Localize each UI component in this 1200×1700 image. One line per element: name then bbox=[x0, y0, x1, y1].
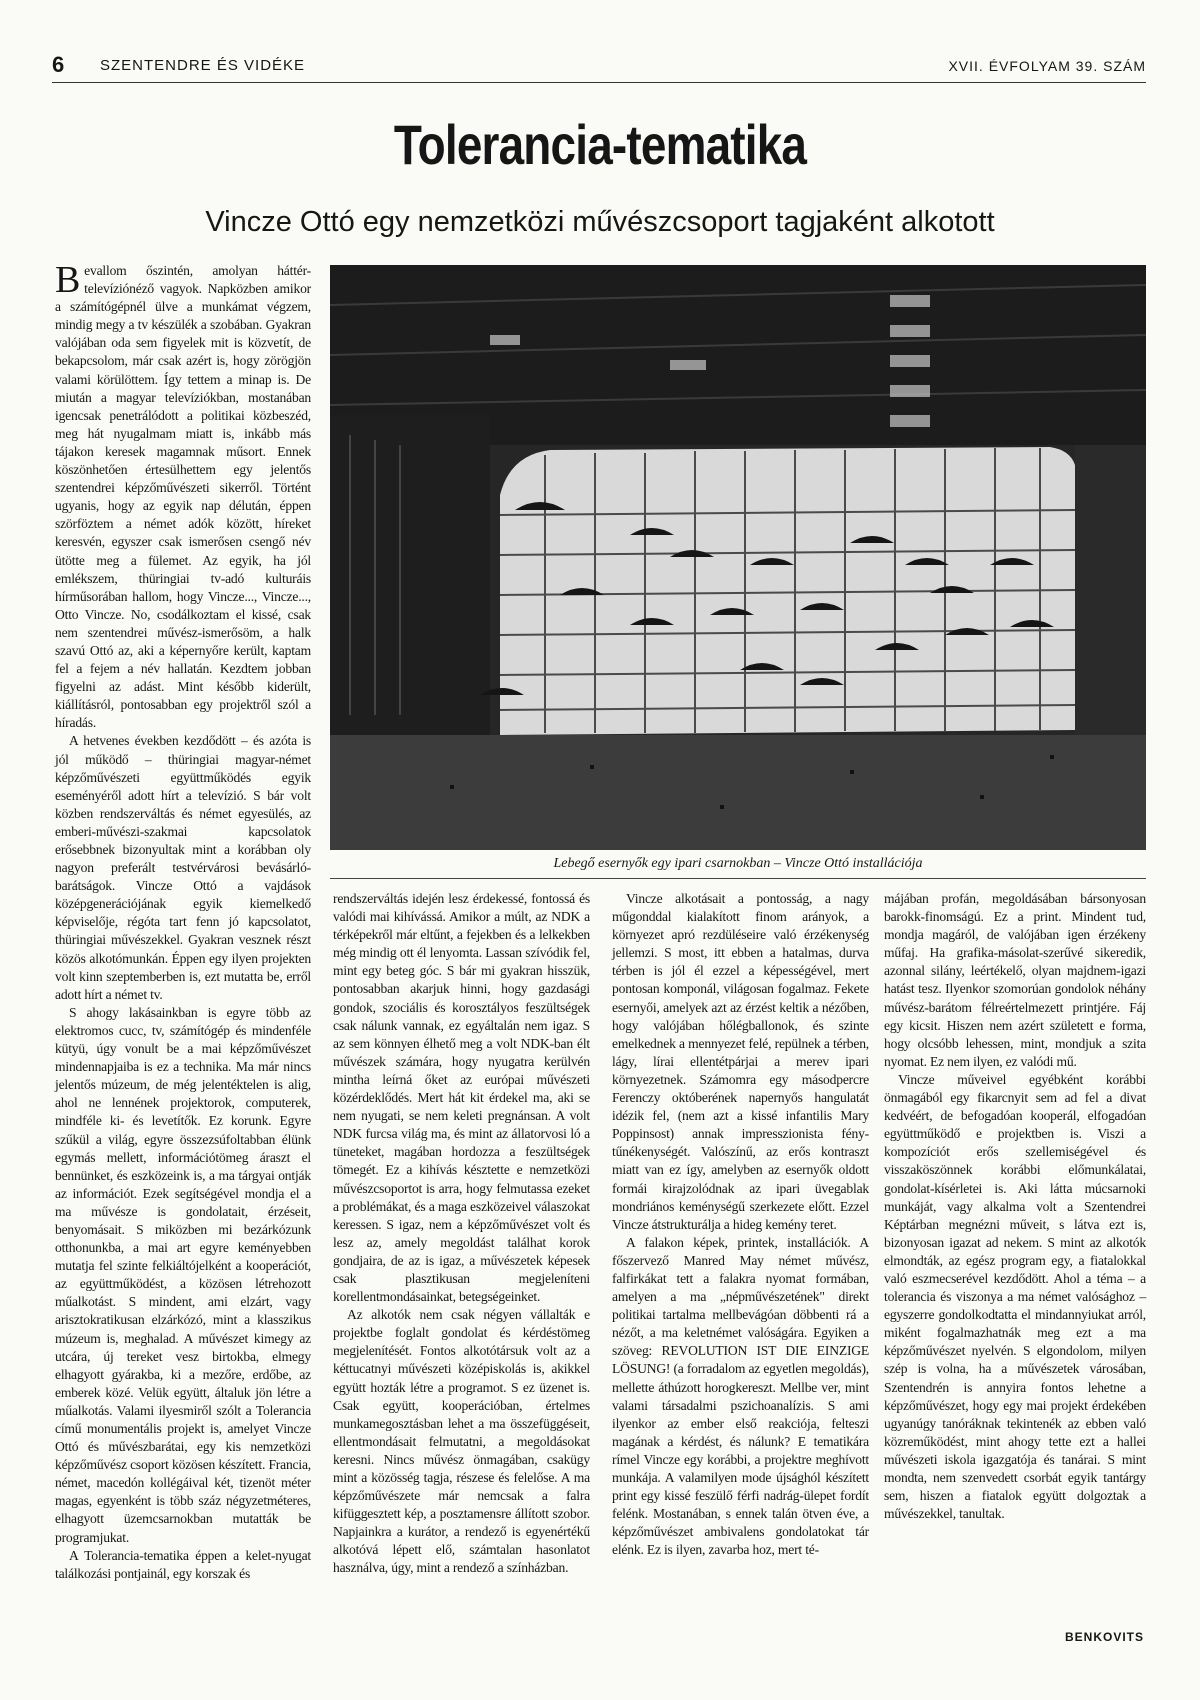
paragraph: májában profán, megoldásában bársonyosan barokk-finomságú. Ez a print. Mindent tud, mondja magáról, de valójában igen érzékeny műfaj. Ha grafika-másolat-szerűvé sikeredik, azonnal silány, leértékelő, olyan majdnem-igazi hatást tesz. Ilyenkor szomorúan gondolok néhány művész-barátom félreértelmezett printjére. Fáj egy kicsit. Hiszen nem azért született e forma, hogy olcsóbb lehessen, mint, mondjuk a szita nyomat. Ez nem ilyen, ez valódi mű. bbox=[884, 891, 1146, 1069]
header-rule bbox=[52, 82, 1146, 83]
paragraph: A falakon képek, printek, installációk. A főszervező Manred May német művész, falfirkákat tett a falakra nyomat formában, amelyen a ma „népművészetének" direkt politikai tartalma mellbevágóan döbbenti rá a nézőt, a ma keletnémet valóságára. Egyiken a szöveg: REVOLUTION IST DIE EINZIGE LÖSUNG! (a forradalom az egyetlen megoldás), mellette áthúzott horogkereszt. Mellbe ver, mint valami társadalmi pszichoanalízis. S ami ilyenkor az ember első reakciója, felteszi magának a kérdést, és nálunk? E tematikára rímel Vincze egy korábbi, a projektre meghívott munkája. A valamilyen mode újsághól készített print egy kissé feszülő férfi nadrág-ülepet fordít felénk. Mostanában, s ennek talán ötven éve, a képzőművészet ambivalens gondolatokat tár elénk. Ez is ilyen, zavarba hoz, mert té- bbox=[612, 1234, 869, 1558]
article-title: Tolerancia-tematika bbox=[393, 113, 807, 176]
column-1 bbox=[55, 259, 311, 1583]
page-number: 6 bbox=[52, 52, 66, 77]
paragraph: A hetvenes években kezdődött – és azóta is jól működő – thüringiai magyar-német képzőművészeti együttműködés egyik eseményéről adott hírt a televízió. S bár volt közben rendszerváltás és német egyesülés, az emberi-művészi-szakmai kapcsolatok erősebbnek bizonyultak mint a korábban oly nagyon preferált testvérvárosi bevásárló-barátságok. Vincze Ottó a vajdások középgenerációjának egyik kiemelkedő képviselője, régóta tart fenn jó kapcsolatot, thüringiai művészekkel. Gyakran vesznek részt közös alkotómunkán. Éppen egy ilyen projekten volt kinn szeptemberben is, ezt mutatta be, erről adott hírt a német tv. bbox=[55, 733, 311, 1002]
column-3 bbox=[612, 890, 869, 1559]
issue-info: XVII. ÉVFOLYAM 39. SZÁM bbox=[948, 58, 1146, 74]
paragraph: Az alkotók nem csak négyen vállalták e projektbe foglalt gondolat és kérdéstömeg megjelenítését. Fontos alkotótársuk volt az a kéttucatnyi művészeti középiskolás is, akikkel együtt hozták létre a programot. S ez üzenet is. Csak együtt, kooperációban, értelmes munkamegosztásban lehet a ma összefüggéseit, ellentmondásait felmutatni, a megoldásokat keresni. Nincs művész önmagában, csakügy mint a közösség tagja, részese és felelőse. A ma képzőművészete már nemcsak a falra kifüggesztett kép, a posztamensre állított szobor. Napjainkra a kurátor, a rendező is egyenértékű alkotóvá lépett elő, számtalan hasonlatot használva, úgy, mint a rendező a színházban. bbox=[333, 1307, 590, 1576]
paragraph: A Tolerancia-tematika éppen a kelet-nyugat találkozási pontjainál, egy korszak és bbox=[55, 1547, 311, 1581]
publication-name: SZENTENDRE ÉS VIDÉKE bbox=[100, 57, 306, 74]
paragraph: Vincze alkotásait a pontosság, a nagy műgonddal kialakított finom arányok, a környezet apró rezdüléseire való érzékenység jellemzi. S most, itt ebben a hatalmas, durva térben is jól él ezzel a képességével, mert pontosan komponál, világosan fogalmaz. Fekete esernyői, amelyek azt az érzést keltik a nézőben, hogy valójában hőlégballonok, és szinte emelkednek a mennyezet felé, repülnek a térben, lágy, lírai ellentétpárjai a merev ipari környezetnek. Számomra egy másodpercre Ferenczy októberének napernyős hangulatát idézik fel, (nem azt a kissé infantilis Mary Poppinsost) annak impresszionista fény-tűnékenységét. Valószínű, az erős kontraszt miatt van ez így, amelyben az esernyők oldott formái kirajzolódnak az ipari üvegablak mondriános keménységű szerkezete előtt. Ezzel Vincze átstrukturálja a hideg kemény teret. bbox=[612, 891, 869, 1232]
paragraph: S ahogy lakásainkban is egyre több az elektromos cucc, tv, számítógép és mindenféle kütyü, úgy vonult be a mai képzőművészet mindennapjaiba is ez a technika. Ma már nincs jelentős múzeum, de még jelentéktelen is alig, ahol ne lennének projektorok, computerek, mindféle ki- és levetítők. Ez korunk. Egyre szűkül a világ, egyre összezsúfoltabban élünk egymás mellett, információtömeg áraszt el bennünket, és eszközeink is, a ma tárgyai ontják az információt. Ezek segítségével mondja el a ma művésze is gondolatait, érzéseit, benyomásait. S miközben mi bezárkózunk otthonunkba, a mai art egyre keményebben mutatja fel szinte felkiáltójelként a kooperációt, az együttműködést, a közösen létrehozott műalkotást. S mindent, ami elzárt, vagy arisztokratikusan elzárkózó, mint a klasszikus múzeum is, meghalad. A művészet kimegy az utcára, új tereket vesz birtokba, elmegy elhagyott gyárakba, ki a mezőre, erdőbe, az emberek közé. Velük együtt, általuk jön létre a műalkotás. Valami ilyesmiről szólt a Tolerancia című monumentális projekt is, amelyet Vincze Ottó és művészbarátai, egy kis nemzetközi képzőművész csoport közösen készített. Francia, német, macedón kollégáival két, tizenöt méter magas, egyenként is több száz négyzetméteres, elhagyott üzemcsarnokban mutatták be programjukat. bbox=[55, 1004, 311, 1545]
column-4 bbox=[884, 890, 1146, 1523]
article-subtitle: Vincze Ottó egy nemzetközi művészcsoport tagjaként alkotott bbox=[205, 206, 995, 238]
paragraph-text: evallom őszintén, amolyan háttér-televíziónéző vagyok. Napközben amikor a számítógépnél ülve a munkámat végzem, mindig megy a tv készülék a szobában. Gyakran valójában oda sem figyelek mit is közvetít, de bekapcsolom, már csak azért is, hogy zörögjön valami körülöttem. Így tettem a minap is. De miután a magyar televíziókban, mostanában igencsak penetrálódott a politikai közbeszéd, meg hát nyugalmam miatt is, inkább más tájakon keresek magamnak műsort. Ennek köszönhetően értesülhettem egy jelentős szentendrei képzőművészeti sikerről. Történt ugyanis, hogy az egyik nap délután, éppen szörföztem a német adók között, híreket keresvén, egyszer csak ismerősen csengő név ütötte meg a fülemet. Az egyik, ha jól emlékszem, thüringiai tv-adó kulturáis hírműsorában hallom, hogy Vincze..., Vincze..., Otto Vincze. No, csodálkoztam el kissé, csak nem szentendrei művész-ismerősöm, a halk szavú Ottó az, aki a képernyőre került, kaptam fel a fejem a név hallatán. Kezdtem jobban figyelni az adást. Mint később kiderült, kiállításról, pontosabban egy projektről szól a híradás. bbox=[55, 263, 311, 731]
paragraph: rendszerváltás idején lesz érdekessé, fontossá és valódi mai kihívássá. Amikor a múlt, az NDK a térképekről már eltűnt, a fejekben és a lelkekben még mindig ott él lenyomta. Lassan szívódik fel, mint egy beteg góc. S bár mi gyakran hisszük, pontosabban akarjuk hinni, hogy gazdasági gondok, szociális és korosztályos feszültségek csak nálunk vannak, ez egyáltalán nem igaz. S az sem könnyen élhető meg a volt NDK-ban élt művészek számára, hogy nyugatra kerülvén mintha leírná őket az európai művészeti közérdeklődés. Mert hát kit érdekel ma, aki se nem nyugati, se nem keleti pregnánsan. A volt NDK furcsa világ ma, és mint az állatorvosi ló a tüneteket, magában hordozza a feszültségek tömegét. Ez a kihívás késztette e nemzetközi művészcsoportot is arra, hogy felmutassa ezeket a problémákat, és a maga eszközeivel válaszokat keressen. S igaz, nem a képzőművészet volt és lesz az, amely megoldást találhat korok gondjaira, de az is igaz, a művészetek képesek csak plasztikusan megjeleníteni korellentmondásainkat, betegségeinket. bbox=[333, 891, 590, 1305]
paragraph bbox=[55, 259, 311, 732]
column-2 bbox=[333, 890, 590, 1578]
paragraph: Vincze műveivel egyébként korábbi önmagából egy fikarcnyit sem ad fel a divat kedvéért, de befogadóan kooperál, elfogadóan együttműködő e projektben is. Viszi a kompozíciót erős szellemiségével és visszaköszönnek korábbi előmunkálatai, gondolat-kísérletei is. Aki látta múcsarnoki munkáját, vagy alkalma volt a Szentendrei Képtárban megnézni műveit, s látva ezt is, bizonyosan igazat ad nekem. S mint az alkotók elmondták, az egész program egy, a fiatalokkal való eszmecserével kezdődött. Ahol a téma – a tolerancia és viszonya a ma német valósághoz – egyszerre gondolkodtatta el mindannyiukat arról, miként fogalmazhatnák meg ezt a ma képzőművészet nyelvén. S elgondolom, milyen szép is volna, ha a művészetek városában, Szentendrén is annyira fontos lehetne a képzőművészet, hogy egy mai projekt érdekében ugyanúgy tanóráknak tekintenék az ebben való közreműködést, mint ahogy tette ezt a hallei művészeti iskola igazgatója és tanárai. S mint mondta, nem szenvedett csorbát egyik tantárgy sem, hiszen a fiatalok együtt dolgoztak a művészekkel, tanultak. bbox=[884, 1071, 1146, 1522]
photo-caption: Lebegő esernyők egy ipari csarnokban – Vincze Ottó installációja bbox=[553, 856, 923, 871]
article-photo bbox=[330, 265, 1146, 850]
drop-cap: B bbox=[55, 259, 81, 301]
industrial-hall-umbrellas-image bbox=[330, 265, 1146, 850]
caption-rule bbox=[330, 878, 1146, 879]
author-signature: BENKOVITS bbox=[1064, 1630, 1144, 1644]
